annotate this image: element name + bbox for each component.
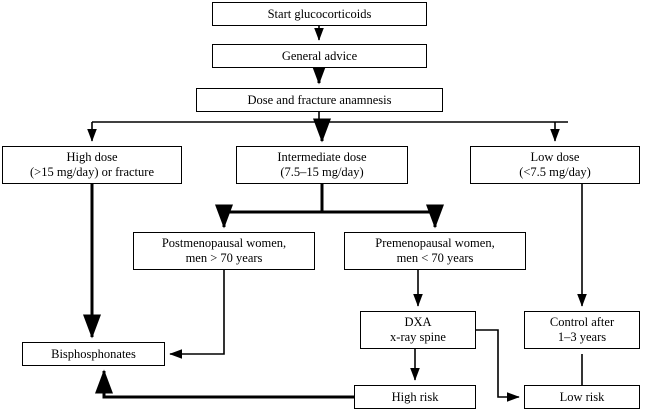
node-high-risk [354,385,476,409]
node-start [212,2,427,26]
node-premeno [344,232,526,270]
node-interm-dose [236,146,408,184]
node-low-risk [524,385,640,409]
node-dxa-line-2: x-ray spine [390,330,446,344]
node-dose-line-1: Dose and fracture anamnesis [247,92,392,107]
node-postmeno-line-1: Postmenopausal women, [161,236,287,251]
node-advice [212,44,427,68]
node-high-dose [2,146,182,184]
node-postmeno-line-2: men > 70 years [185,251,263,265]
node-bisphos-line-1: Bisphosphonates [51,346,136,361]
node-dose [196,88,443,112]
node-premeno-line-1: Premenopausal women, [375,236,495,251]
node-low-dose-line-1: Low dose [530,150,580,165]
node-dxa-line-1: DXA [404,315,432,330]
node-low-dose-line-2: (<7.5 mg/day) [519,165,591,179]
node-advice-line-1: General advice [281,48,358,63]
node-interm-dose-line-2: (7.5–15 mg/day) [280,165,364,179]
node-start-line-1: Start glucocorticoids [267,6,372,21]
node-low-dose [470,146,640,184]
node-premeno-line-2: men < 70 years [396,251,474,265]
node-bisphos [22,342,165,366]
node-postmeno [133,232,315,270]
node-control-line-2: 1–3 years [557,330,607,344]
node-high-risk-line-1: High risk [391,389,439,404]
node-dxa [360,311,476,349]
node-control-line-1: Control after [549,315,615,330]
node-low-risk-line-1: Low risk [559,389,605,404]
node-control [524,311,640,349]
node-interm-dose-line-1: Intermediate dose [277,150,367,165]
node-high-dose-line-2: (>15 mg/day) or fracture [29,165,154,179]
node-high-dose-line-1: High dose [66,150,118,165]
